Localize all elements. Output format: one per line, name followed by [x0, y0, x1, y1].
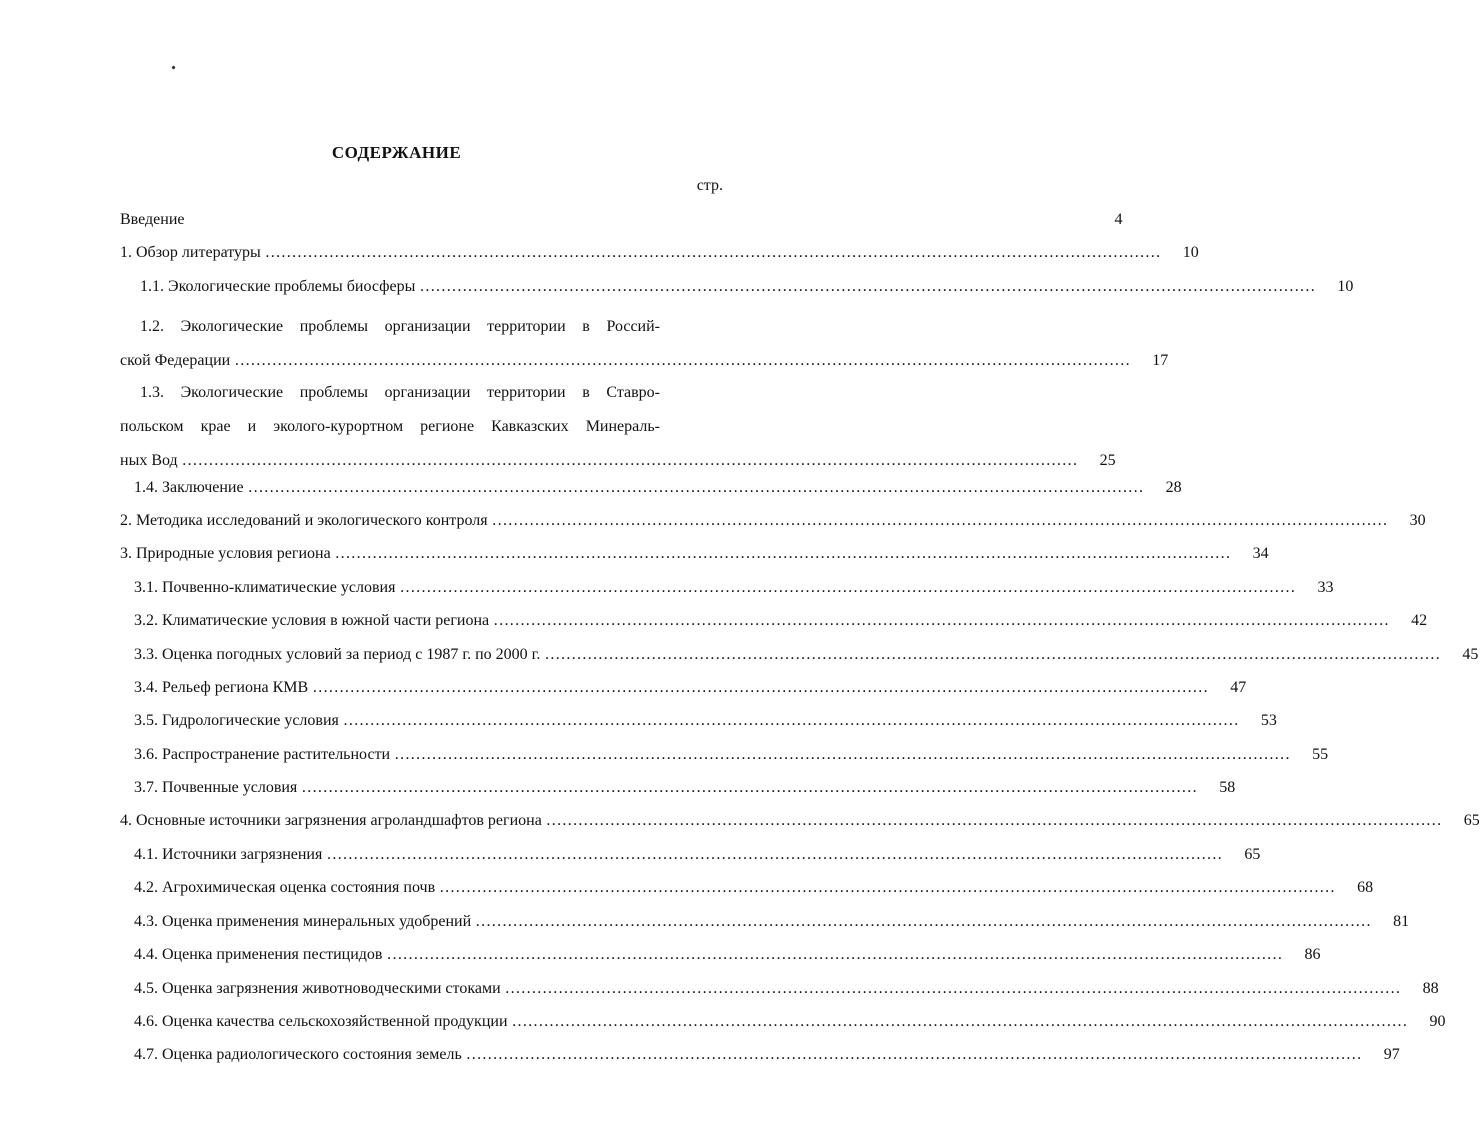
toc-entry-1-2 — [120, 310, 1169, 378]
toc-entry-4-5 — [120, 979, 1439, 999]
toc-entry-page: 45 — [1462, 646, 1479, 663]
toc-entry-text: 1.4. Заключение — [134, 479, 244, 496]
dot-leader: …………………………………………………………………………………………………………………………………………………… — [386, 946, 1283, 963]
toc-entry-page: 86 — [1304, 946, 1321, 963]
toc-entry-3 — [120, 544, 1269, 564]
toc-entry-page: 68 — [1357, 879, 1374, 896]
toc-entry-text: 3.6. Распространение растительности — [134, 746, 391, 763]
toc-entry-text: 3.3. Оценка погодных условий за период с 1987 г. по 2000 г. — [134, 646, 541, 663]
dot-leader: …………………………………………………………………………………………………………………………………………………… — [334, 545, 1231, 562]
toc-entry-page: 10 — [1337, 278, 1354, 295]
toc-entry-text: 4.5. Оценка загрязнения животноводческими стоками — [134, 980, 501, 997]
toc-entry-3-1 — [120, 578, 1334, 598]
dot-leader: …………………………………………………………………………………………………………………………………………………… — [465, 1046, 1362, 1063]
toc-entry-4-3 — [120, 912, 1410, 932]
toc-entry-text: Введение — [120, 211, 185, 228]
toc-entry-4-7 — [120, 1045, 1400, 1065]
toc-entry-text: 3. Природные условия региона — [120, 545, 331, 562]
toc-entry-text: 4.3. Оценка применения минеральных удобрений — [134, 913, 472, 930]
toc-entry-4-2 — [120, 878, 1374, 898]
toc-entry-text-line1: 1.3. Экологические проблемы организации территории в Ставро- — [140, 384, 660, 401]
toc-entry-page: 97 — [1383, 1046, 1400, 1063]
toc-entry-2 — [120, 511, 1426, 531]
page-title: СОДЕРЖАНИЕ — [331, 143, 462, 162]
toc-entry-text: 3.1. Почвенно-климатические условия — [134, 579, 396, 596]
toc-entry-1 — [120, 243, 1199, 263]
dot-leader: …………………………………………………………………………………………………………………………………………………… — [491, 512, 1388, 529]
toc-entry-3-4 — [120, 678, 1247, 698]
dot-leader: …………………………………………………………………………………………………………………………………………………… — [493, 612, 1390, 629]
toc-entry-page: 65 — [1244, 846, 1261, 863]
toc-entry-page: 65 — [1463, 812, 1480, 829]
toc-entry-page: 81 — [1393, 913, 1410, 930]
toc-entry-text: 4.1. Источники загрязнения — [134, 846, 323, 863]
toc-entry-text: 1.1. Экологические проблемы биосферы — [140, 278, 416, 295]
dot-leader: …………………………………………………………………………………………………………………………………………………… — [545, 812, 1442, 829]
toc-entry-text: 3.7. Почвенные условия — [134, 779, 298, 796]
toc-entry-page: 47 — [1230, 679, 1247, 696]
toc-entry-page: 25 — [1099, 452, 1116, 469]
toc-entry-4-6 — [120, 1012, 1446, 1032]
dot-leader: …………………………………………………………………………………………………………………………………………………… — [511, 1013, 1408, 1030]
dot-leader: …………………………………………………………………………………………………………………………………………………… — [394, 746, 1291, 763]
dot-leader: …………………………………………………………………………………………………………………………………………………… — [475, 913, 1372, 930]
toc-entry-page: 10 — [1182, 244, 1199, 261]
page-column-label: стр. — [696, 177, 723, 194]
toc-entry-page: 42 — [1411, 612, 1428, 629]
toc-entry-text: 4.4. Оценка применения пестицидов — [134, 946, 383, 963]
dot-leader: …………………………………………………………………………………………………………………………………………………… — [247, 479, 1144, 496]
toc-entry-page: 53 — [1260, 712, 1277, 729]
toc-entry-4-4 — [120, 945, 1321, 965]
dot-leader: …………………………………………………………………………………………………………………………………………………… — [504, 980, 1401, 997]
toc-entry-page: 55 — [1312, 746, 1329, 763]
toc-entry-4-1 — [120, 845, 1261, 865]
dot-leader: …………………………………………………………………………………………………………………………………………………… — [439, 879, 1336, 896]
dot-leader: …………………………………………………………………………………………………………………………………………………… — [264, 244, 1161, 261]
toc-entry-page: 58 — [1219, 779, 1236, 796]
dot-leader: …………………………………………………………………………………………………………………………………………………… — [399, 579, 1296, 596]
toc-entry-3-7 — [120, 778, 1236, 798]
toc-entry-text: 1. Обзор литературы — [120, 244, 261, 261]
toc-entry-4 — [120, 811, 1480, 831]
toc-entry-3-6 — [120, 745, 1329, 765]
toc-entry-text: 3.2. Климатические условия в южной части региона — [134, 612, 490, 629]
toc-entry-text-line3: ных Вод — [120, 452, 178, 469]
toc-entry-3-3 — [120, 645, 1479, 665]
toc-entry-page: 30 — [1409, 512, 1426, 529]
toc-entry-page: 90 — [1429, 1013, 1446, 1030]
dot-leader: …………………………………………………………………………………………………………………………………………………… — [326, 846, 1223, 863]
toc-entry-text: 3.4. Рельеф региона КМВ — [134, 679, 309, 696]
toc-entry-text: 3.5. Гидрологические условия — [134, 712, 339, 729]
dot-leader: …………………………………………………………………………………………………………………………………………………… — [544, 646, 1441, 663]
toc-entry-text-line2: ской Федерации — [120, 352, 231, 369]
toc-entry-page: 17 — [1152, 352, 1169, 369]
toc-entry-text: 4.7. Оценка радиологического состояния земель — [134, 1046, 462, 1063]
toc-entry-1-4 — [120, 478, 1182, 498]
toc-entry-text-line2: польском крае и эколого-курортном регионе Кавказских Минераль- — [120, 418, 660, 435]
toc-entry-page: 28 — [1165, 479, 1182, 496]
scan-speck — [171, 65, 175, 69]
toc-entry-intro — [120, 210, 1123, 230]
dot-leader: …………………………………………………………………………………………………………………………………………………… — [234, 352, 1131, 369]
toc-entry-1-1 — [120, 277, 1354, 297]
toc-entry-page: 4 — [1114, 211, 1123, 228]
toc-entry-text: 4.6. Оценка качества сельскохозяйственной продукции — [134, 1013, 508, 1030]
dot-leader: …………………………………………………………………………………………………………………………………………………… — [342, 712, 1239, 729]
toc-entry-text: 4.2. Агрохимическая оценка состояния почв — [134, 879, 436, 896]
toc-entry-page: 34 — [1252, 545, 1269, 562]
dot-leader: …………………………………………………………………………………………………………………………………………………… — [301, 779, 1198, 796]
toc-entry-page: 33 — [1317, 579, 1334, 596]
dot-leader: …………………………………………………………………………………………………………………………………………………… — [419, 278, 1316, 295]
toc-entry-text: 4. Основные источники загрязнения агроландшафтов региона — [120, 812, 542, 829]
dot-leader: …………………………………………………………………………………………………………………………………………………… — [312, 679, 1209, 696]
dot-leader: …………………………………………………………………………………………………………………………………………………… — [181, 452, 1078, 469]
toc-entry-3-2 — [120, 611, 1428, 631]
toc-entry-text-line1: 1.2. Экологические проблемы организации территории в Россий- — [140, 318, 660, 335]
toc-entry-text: 2. Методика исследований и экологического контроля — [120, 512, 488, 529]
toc-entry-page: 88 — [1422, 980, 1439, 997]
toc-entry-3-5 — [120, 711, 1277, 731]
toc-entry-1-3 — [120, 376, 1116, 478]
